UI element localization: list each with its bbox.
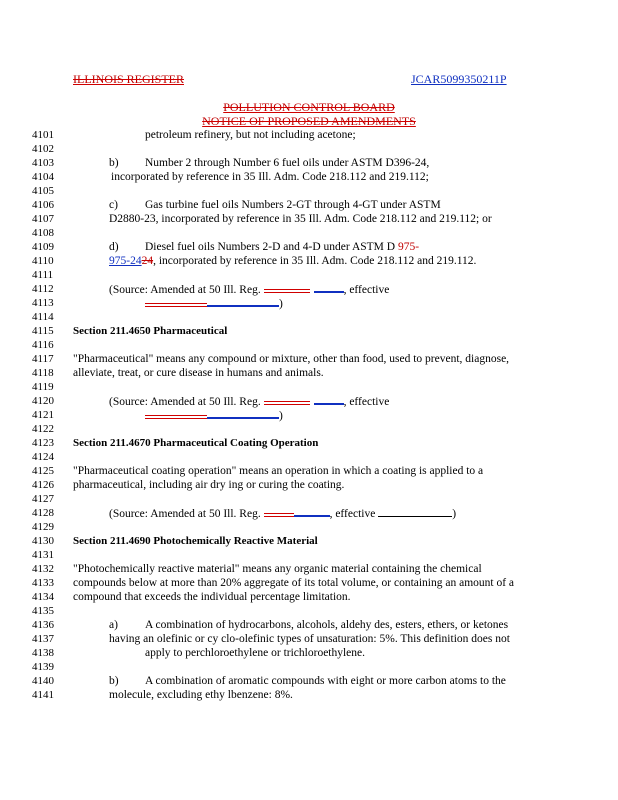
body-text: alleviate, treat, or cure disease in humans and animals. bbox=[73, 367, 324, 379]
body-text: pharmaceutical, including air dry ing or curing the coating. bbox=[73, 479, 345, 491]
line-number: 4109 bbox=[32, 241, 54, 253]
blank-deleted bbox=[264, 395, 310, 405]
body-text: compound that exceeds the individual percentage limitation. bbox=[73, 591, 351, 603]
source-close: ) bbox=[279, 410, 283, 422]
line-number: 4129 bbox=[32, 521, 54, 533]
line-number: 4141 bbox=[32, 689, 54, 701]
line-number: 4125 bbox=[32, 465, 54, 477]
line-number: 4122 bbox=[32, 423, 54, 435]
blank-inserted bbox=[314, 394, 344, 405]
line-number: 4104 bbox=[32, 171, 54, 183]
body-text: "Pharmaceutical" means any compound or mixture, other than food, used to prevent, diagnose, bbox=[73, 353, 510, 365]
line-number: 4134 bbox=[32, 591, 54, 603]
line-number: 4106 bbox=[32, 199, 54, 211]
source-effective: , effective bbox=[343, 396, 390, 408]
body-text: Number 2 through Number 6 fuel oils under ASTM D396-24, bbox=[145, 157, 430, 169]
line-number: 4123 bbox=[32, 437, 54, 449]
inserted-text: 975- bbox=[397, 241, 420, 253]
blank-inserted bbox=[294, 506, 330, 517]
source-note-cont bbox=[145, 296, 283, 311]
section-heading: Section 211.4690 Photochemically Reactive Material bbox=[73, 535, 318, 547]
line-number: 4112 bbox=[32, 283, 54, 295]
blank-inserted bbox=[207, 408, 279, 419]
section-heading: Section 211.4670 Pharmaceutical Coating Operation bbox=[73, 437, 319, 449]
line-number: 4139 bbox=[32, 661, 54, 673]
body-text bbox=[109, 254, 476, 268]
line-number: 4130 bbox=[32, 535, 54, 547]
register-header: ILLINOIS REGISTER bbox=[73, 72, 184, 86]
line-number: 4113 bbox=[32, 297, 54, 309]
item-label: b) bbox=[109, 675, 119, 687]
line-number: 4116 bbox=[32, 339, 54, 351]
line-number: 4103 bbox=[32, 157, 54, 169]
deleted-text: 24 bbox=[141, 255, 154, 267]
line-number: 4114 bbox=[32, 311, 54, 323]
line-number: 4135 bbox=[32, 605, 54, 617]
line-number: 4137 bbox=[32, 633, 54, 645]
body-text: "Photochemically reactive material" means any organic material containing the chemical bbox=[73, 563, 482, 575]
body-text: Gas turbine fuel oils Numbers 2-GT through 4-GT under ASTM bbox=[145, 199, 441, 211]
body-text: apply to perchloroethylene or trichloroethylene. bbox=[145, 647, 366, 659]
line-number: 4108 bbox=[32, 227, 54, 239]
source-note bbox=[109, 282, 389, 297]
line-number: 4115 bbox=[32, 325, 54, 337]
source-note bbox=[109, 506, 456, 521]
source-prefix: (Source: Amended at 50 Ill. Reg. bbox=[109, 284, 264, 296]
line-number: 4111 bbox=[32, 269, 54, 281]
source-close: ) bbox=[452, 508, 457, 520]
source-note bbox=[109, 394, 389, 409]
body-text: compounds below at more than 20% aggregate of its total volume, or containing an amount of a bbox=[73, 577, 515, 589]
line-number: 4124 bbox=[32, 451, 54, 463]
body-text: A combination of aromatic compounds with eight or more carbon atoms to the bbox=[145, 675, 506, 687]
inserted-text: 975-24 bbox=[109, 255, 142, 267]
item-label: d) bbox=[109, 241, 119, 253]
document-code: JCAR5099350211P bbox=[411, 72, 507, 86]
agency-title: POLLUTION CONTROL BOARD bbox=[223, 100, 395, 114]
body-text: A combination of hydrocarbons, alcohols, aldehy des, esters, ethers, or ketones bbox=[145, 619, 509, 631]
line-number: 4140 bbox=[32, 675, 54, 687]
body-text-part: , incorporated by reference in 35 Ill. Adm. Code 218.112 and 219.112. bbox=[153, 255, 477, 267]
line-number: 4107 bbox=[32, 213, 54, 225]
line-number: 4105 bbox=[32, 185, 54, 197]
body-text: "Pharmaceutical coating operation" means an operation in which a coating is applied to a bbox=[73, 465, 484, 477]
line-number: 4102 bbox=[32, 143, 54, 155]
source-prefix: (Source: Amended at 50 Ill. Reg. bbox=[109, 396, 264, 408]
line-number: 4120 bbox=[32, 395, 54, 407]
item-label: b) bbox=[109, 157, 119, 169]
body-text bbox=[145, 240, 419, 254]
blank-deleted bbox=[264, 507, 294, 517]
section-heading: Section 211.4650 Pharmaceutical bbox=[73, 325, 228, 337]
line-number: 4132 bbox=[32, 563, 54, 575]
line-number: 4128 bbox=[32, 507, 54, 519]
source-effective: , effective bbox=[343, 284, 390, 296]
body-text: petroleum refinery, but not including acetone; bbox=[145, 129, 356, 141]
line-number: 4131 bbox=[32, 549, 54, 561]
body-text: molecule, excluding ethy lbenzene: 8%. bbox=[109, 689, 293, 701]
blank-deleted bbox=[145, 297, 207, 307]
line-number: 4118 bbox=[32, 367, 54, 379]
body-text: incorporated by reference in 35 Ill. Adm. Code 218.112 and 219.112; bbox=[111, 171, 429, 183]
source-effective: , effective bbox=[329, 508, 379, 520]
line-number: 4133 bbox=[32, 577, 54, 589]
line-number: 4117 bbox=[32, 353, 54, 365]
blank-effective bbox=[378, 507, 452, 517]
source-close: ) bbox=[279, 298, 283, 310]
line-number: 4110 bbox=[32, 255, 54, 267]
line-number: 4119 bbox=[32, 381, 54, 393]
source-prefix: (Source: Amended at 50 Ill. Reg. bbox=[109, 508, 264, 520]
item-label: c) bbox=[109, 199, 118, 211]
blank-inserted bbox=[207, 296, 279, 307]
line-number: 4138 bbox=[32, 647, 54, 659]
source-note-cont bbox=[145, 408, 283, 423]
body-text: having an olefinic or cy clo-olefinic types of unsaturation: 5%. This definition does not bbox=[109, 633, 510, 645]
item-label: a) bbox=[109, 619, 118, 631]
body-text-part: Diesel fuel oils Numbers 2-D and 4-D under ASTM D bbox=[145, 241, 398, 253]
line-number: 4136 bbox=[32, 619, 54, 631]
notice-title: NOTICE OF PROPOSED AMENDMENTS bbox=[202, 114, 416, 128]
line-number: 4127 bbox=[32, 493, 54, 505]
body-text: D2880-23, incorporated by reference in 35 Ill. Adm. Code 218.112 and 219.112; or bbox=[109, 213, 492, 225]
line-number: 4101 bbox=[32, 129, 54, 141]
line-number: 4126 bbox=[32, 479, 54, 491]
blank-deleted bbox=[145, 409, 207, 419]
line-number: 4121 bbox=[32, 409, 54, 421]
blank-inserted bbox=[314, 282, 344, 293]
blank-deleted bbox=[264, 283, 310, 293]
